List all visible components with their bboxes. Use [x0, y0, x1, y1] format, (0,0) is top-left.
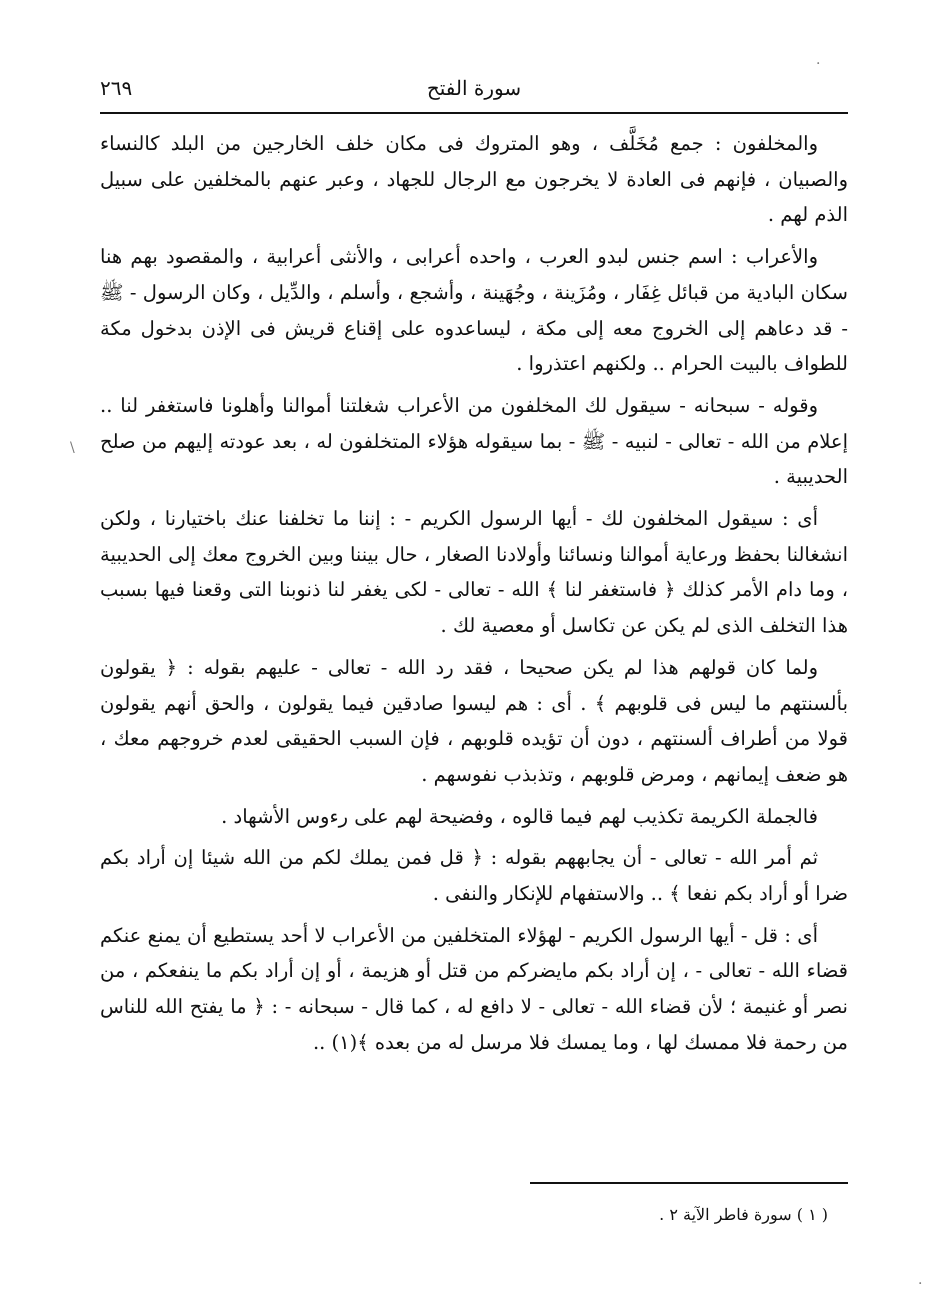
footnote: ( ١ ) سورة فاطر الآية ٢ . — [659, 1205, 828, 1224]
page-header — [100, 72, 848, 110]
header-rule — [100, 112, 848, 114]
paragraph-exposure: فالجملة الكريمة تكذيب لهم فيما قالوه ، وفضيحة لهم على رءوس الأشهاد . — [221, 804, 818, 828]
paragraph-mukhallafun: والمخلفون : جمع مُخَلَّف ، وهو المتروك فى مكان خلف الخارجين من البلد كالنساء والصبيان ، فإنهم فى العادة لا يخرجون مع الرجال للجهاد ، وعبر عنهم بالمخلفين على سبيل الذم لهم . — [100, 132, 848, 227]
footnote-rule — [530, 1182, 848, 1184]
paragraph-arab: والأعراب : اسم جنس لبدو العرب ، واحده أعرابى ، والأنثى أعرابية ، والمقصود بهم هنا سكان البادية من قبائل غِفَار ، ومُزَينة ، وجُهَينة ، وأشجع ، وأسلم ، والدِّيل ، وكان الرسول - ﷺ - قد دعاهم إلى الخروج معه إلى مكة ، ليساعدوه على إقناع قريش فى الإذن بدخول مكة للطواف بالبيت الحرام .. ولكنهم اعتذروا . — [100, 245, 848, 376]
main-text — [100, 126, 848, 1067]
paragraph-statement: وقوله - سبحانه - سيقول لك المخلفون من الأعراب شغلتنا أموالنا وأهلونا فاستغفر لنا .. إعلام من الله - تعالى - لنبيه - ﷺ - بما سيقوله هؤلاء المتخلفون له ، بعد عودته إليهم من صلح الحديبية . — [100, 393, 848, 489]
scan-speck: · — [918, 1276, 923, 1292]
paragraph-meaning: أى : سيقول المخلفون لك - أيها الرسول الكريم - : إننا ما تخلفنا عنك باختيارنا ، ولكن انشغالنا بحفظ ورعاية أموالنا ونسائنا وأولادنا الصغار ، حال بيننا وبين الخروج معك إلى الحديبية ، وما دام الأمر كذلك ﴿ فاستغفر لنا ﴾ الله - تعالى - لكى يغفر لنا ذنوبنا التى وقعنا فيها بسبب هذا التخلف الذى لم يكن عن تكاسل أو معصية لك . — [100, 507, 848, 638]
page-number: ٢٦٩ — [100, 76, 133, 100]
scan-speck: · — [816, 56, 821, 72]
paragraph-explanation: أى : قل - أيها الرسول الكريم - لهؤلاء المتخلفين من الأعراب لا أحد يستطيع أن يمنع عنكم قضاء الله - تعالى - ، إن أراد بكم مايضركم من قتل أو هزيمة ، أو إن أراد بكم ما ينفعكم ، من نصر أو غنيمة ؛ لأن قضاء الله - تعالى - لا دافع له ، كما قال - سبحانه - : ﴿ ما يفتح الله للناس من رحمة فلا ممسك لها ، وما يمسك فلا مرسل له من بعده ﴾(١) .. — [100, 923, 848, 1054]
surah-title: سورة الفتح — [426, 76, 522, 100]
paragraph-rebuttal: ولما كان قولهم هذا لم يكن صحيحا ، فقد رد الله - تعالى - عليهم بقوله : ﴿ يقولون بألسنتهم ما ليس فى قلوبهم ﴾ . أى : هم ليسوا صادقين فيما يقولون ، والحق أنهم يقولون قولا من أطراف ألسنتهم ، دون أن تؤيده قلوبهم ، فإن السبب الحقيقى لعدم خروجهم معك ، هو ضعف إيمانهم ، ومرض قلوبهم ، وتذبذب نفوسهم . — [100, 655, 848, 786]
scan-speck: \ — [70, 440, 75, 456]
paragraph-command: ثم أمر الله - تعالى - أن يجابههم بقوله : ﴿ قل فمن يملك لكم من الله شيئا إن أراد بكم ضرا أو أراد بكم نفعا ﴾ .. والاستفهام للإنكار والنفى . — [100, 846, 848, 906]
